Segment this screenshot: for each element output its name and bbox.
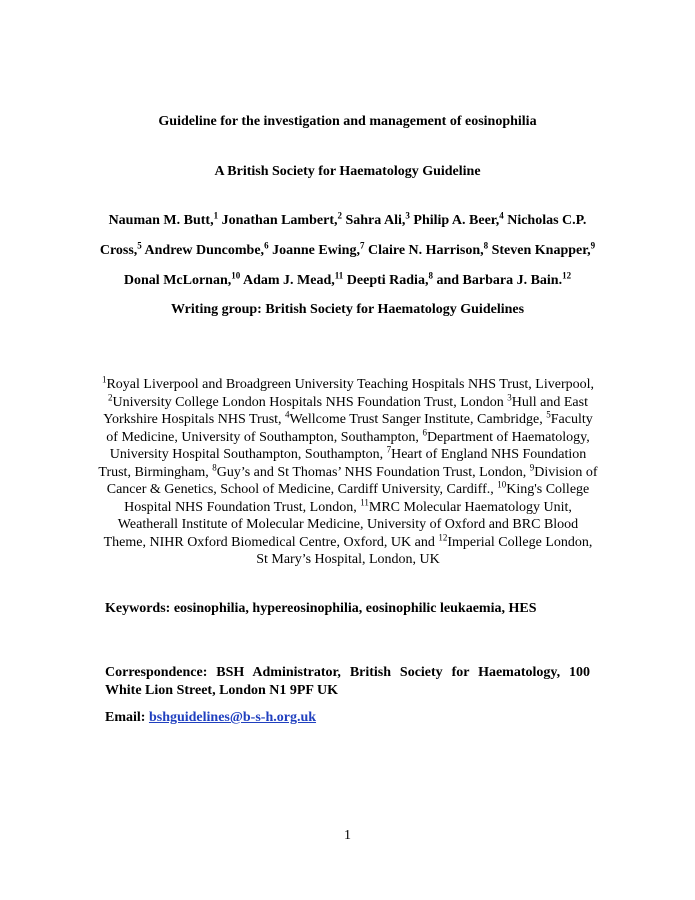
affiliation-number: 12 xyxy=(438,531,448,542)
author-name: Adam J. Mead, xyxy=(242,273,335,288)
correspondence: Correspondence: BSH Administrator, British Society for Haematology, 100 White Lion Street, London N1 9PF UK xyxy=(105,665,590,698)
author-name: Sahra Ali, xyxy=(345,213,406,228)
author-affiliation-number: 6 xyxy=(264,240,269,251)
affiliation-number: 3 xyxy=(507,391,512,402)
author-affiliation-number: 5 xyxy=(137,240,142,251)
affiliation-number: 4 xyxy=(285,409,290,420)
affiliation-text: King's College Hospital NHS Foundation Trust, London, xyxy=(124,482,590,515)
author-name: Nicholas C.P. Cross, xyxy=(99,213,587,258)
author-affiliation-number: 3 xyxy=(405,210,410,221)
affiliation-text: Royal Liverpool and Broadgreen University Teaching Hospitals NHS Trust, Liverpool, xyxy=(106,377,595,392)
author-affiliation-number: 8 xyxy=(483,240,489,251)
affiliation-number: 2 xyxy=(108,391,113,402)
affiliation-text: Wellcome Trust Sanger Institute, Cambridge, xyxy=(289,412,543,427)
affiliation-text: MRC Molecular Haematology Unit, Weatherall Institute of Molecular Medicine, University of Oxford and BRC Blood Theme, NIHR Oxford Biomedical Centre, Oxford, UK and xyxy=(103,499,579,550)
affiliation-text: Guy’s and St Thomas’ NHS Foundation Trust, London, xyxy=(216,464,527,480)
affiliation-number: 7 xyxy=(386,444,392,455)
email-label: Email: xyxy=(105,710,146,725)
author-name: Deepti Radia, xyxy=(346,273,429,288)
author-affiliation-number: 10 xyxy=(231,270,241,281)
author-name: Nauman M. Butt, xyxy=(108,213,214,228)
author-affiliation-number: 9 xyxy=(590,240,596,251)
affiliation-number: 9 xyxy=(529,461,535,472)
affiliation-number: 10 xyxy=(497,479,507,490)
author-list xyxy=(90,206,605,296)
author-affiliation-number: 8 xyxy=(428,270,433,281)
author-name: Joanne Ewing, xyxy=(272,243,360,258)
affiliation-number: 8 xyxy=(212,461,217,472)
page-number: 1 xyxy=(344,828,351,843)
document-subtitle: A British Society for Haematology Guideline xyxy=(214,164,481,179)
author-name: and Barbara J. Bain. xyxy=(436,273,563,288)
author-affiliation-number: 12 xyxy=(562,270,572,281)
author-affiliation-number: 7 xyxy=(359,240,365,251)
email-line xyxy=(105,709,590,727)
author-name: Donal McLornan, xyxy=(123,273,232,288)
author-name: Steven Knapper, xyxy=(491,243,591,258)
author-affiliation-number: 2 xyxy=(337,210,342,221)
affiliation-text: Heart of England NHS Foundation Trust, Birmingham, xyxy=(98,447,587,480)
author-name: Claire N. Harrison, xyxy=(367,243,484,258)
author-name: Jonathan Lambert, xyxy=(221,213,338,228)
affiliation-text: Hull and East Yorkshire Hospitals NHS Trust, xyxy=(103,394,588,427)
document-title: Guideline for the investigation and management of eosinophilia xyxy=(158,114,537,129)
author-affiliation-number: 4 xyxy=(499,210,504,221)
author-affiliation-number: 11 xyxy=(334,270,344,281)
affiliation-number: 11 xyxy=(360,496,369,507)
affiliation-number: 6 xyxy=(422,426,427,437)
author-affiliation-number: 1 xyxy=(213,210,219,221)
affiliation-text: Department of Haematology, University Hospital Southampton, Southampton, xyxy=(109,429,590,462)
email-link[interactable]: bshguidelines@b-s-h.org.uk xyxy=(148,710,317,725)
affiliation-text: Division of Cancer & Genetics, School of Medicine, Cardiff University, Cardiff., xyxy=(106,464,598,497)
affiliation-number: 1 xyxy=(101,374,107,385)
affiliation-list xyxy=(98,376,598,569)
keywords: Keywords: eosinophilia, hypereosinophilia, eosinophilic leukaemia, HES xyxy=(105,601,537,616)
affiliation-text: Faculty of Medicine, University of Southampton, Southampton, xyxy=(106,412,593,445)
author-name: Philip A. Beer, xyxy=(413,213,500,228)
affiliation-text: University College London Hospitals NHS Foundation Trust, London xyxy=(112,394,504,410)
affiliation-text: Imperial College London, St Mary’s Hospital, London, UK xyxy=(256,534,593,567)
author-name: Andrew Duncombe, xyxy=(144,243,265,258)
writing-group: Writing group: British Society for Haematology Guidelines xyxy=(170,302,525,317)
affiliation-number: 5 xyxy=(546,409,551,420)
